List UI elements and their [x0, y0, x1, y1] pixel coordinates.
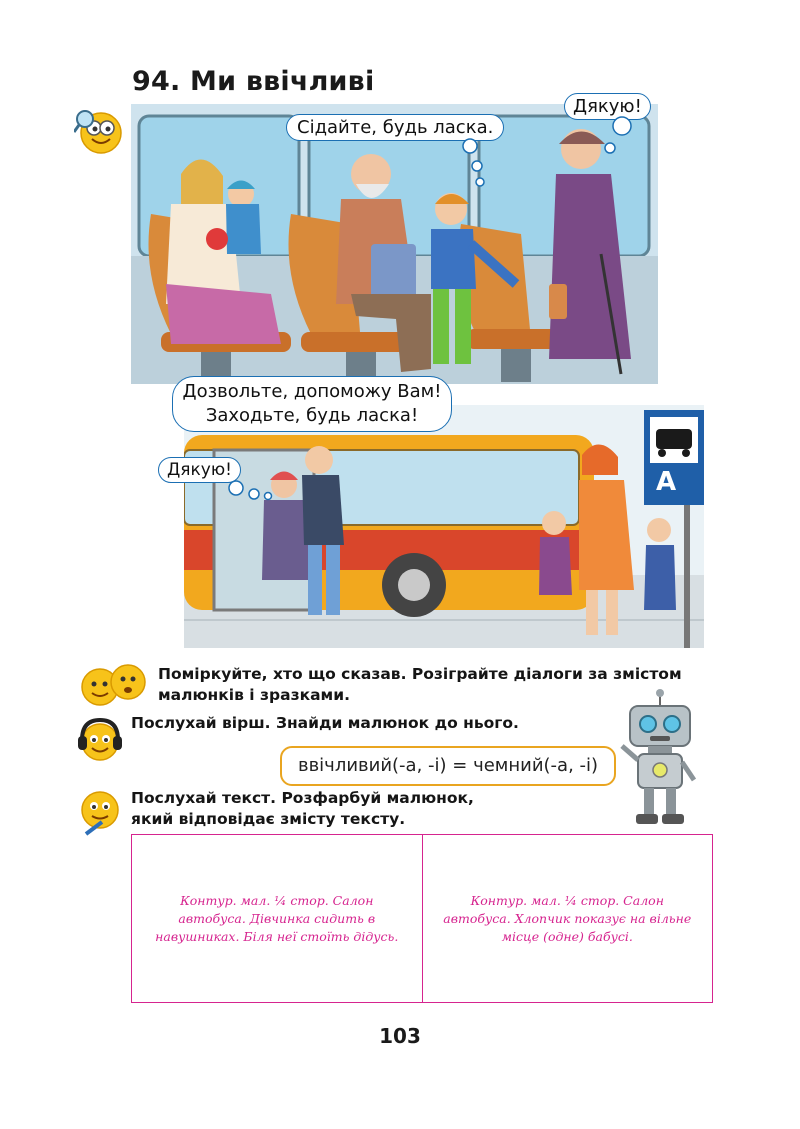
speech-bubble-grandma-bottom: Дякую! — [158, 457, 241, 483]
speech-bubble-grandma-top: Дякую! — [564, 93, 651, 120]
task-listen-text-line2: який відповідає змісту тексту. — [131, 810, 406, 828]
lesson-title: 94. Ми ввічливі — [132, 66, 375, 97]
vocabulary-rule: ввічливий(-а, -і) = чемний(-а, -і) — [280, 746, 616, 786]
speech-bubble-man-line2: Заходьте, будь ласка! — [205, 405, 419, 426]
robot-icon — [616, 688, 704, 830]
smiley-headphones-icon — [76, 716, 124, 764]
bus-stop-letter: A — [655, 467, 677, 497]
task-listen-poem: Послухай вірш. Знайди малюнок до нього. — [131, 714, 519, 732]
placeholder-left: Контур. мал. ¼ стор. Салон автобуса. Дівчинка сидить в навушниках. Біля неї стоїть дідусь. — [155, 892, 399, 944]
coloring-frames — [131, 834, 713, 1003]
thought-dots — [226, 478, 276, 508]
bus-stop-illustration — [184, 405, 704, 648]
task-listen-text — [131, 788, 474, 830]
speech-bubble-boy: Сідайте, будь ласка. — [286, 114, 504, 141]
placeholder-right: Контур. мал. ¼ стор. Салон автобуса. Хлопчик показує на вільне місце (одне) бабусі. — [422, 835, 713, 1002]
task-listen-text-line1: Послухай текст. Розфарбуй малюнок, — [131, 789, 474, 807]
smiley-magnifier-icon — [74, 106, 124, 156]
thought-dots — [602, 116, 642, 168]
two-smileys-icon — [76, 662, 154, 706]
speech-bubble-man-line1: Дозвольте, допоможу Вам! — [182, 381, 442, 402]
speech-bubble-man — [172, 376, 452, 432]
smiley-pencil-icon — [76, 788, 124, 836]
bus-interior-illustration — [131, 104, 658, 384]
page-number: 103 — [379, 1024, 421, 1048]
thought-dots — [455, 138, 495, 198]
task-discuss-dialogues: Поміркуйте, хто що сказав. Розіграйте діалоги за змістом малюнків і зразками. — [158, 665, 682, 704]
